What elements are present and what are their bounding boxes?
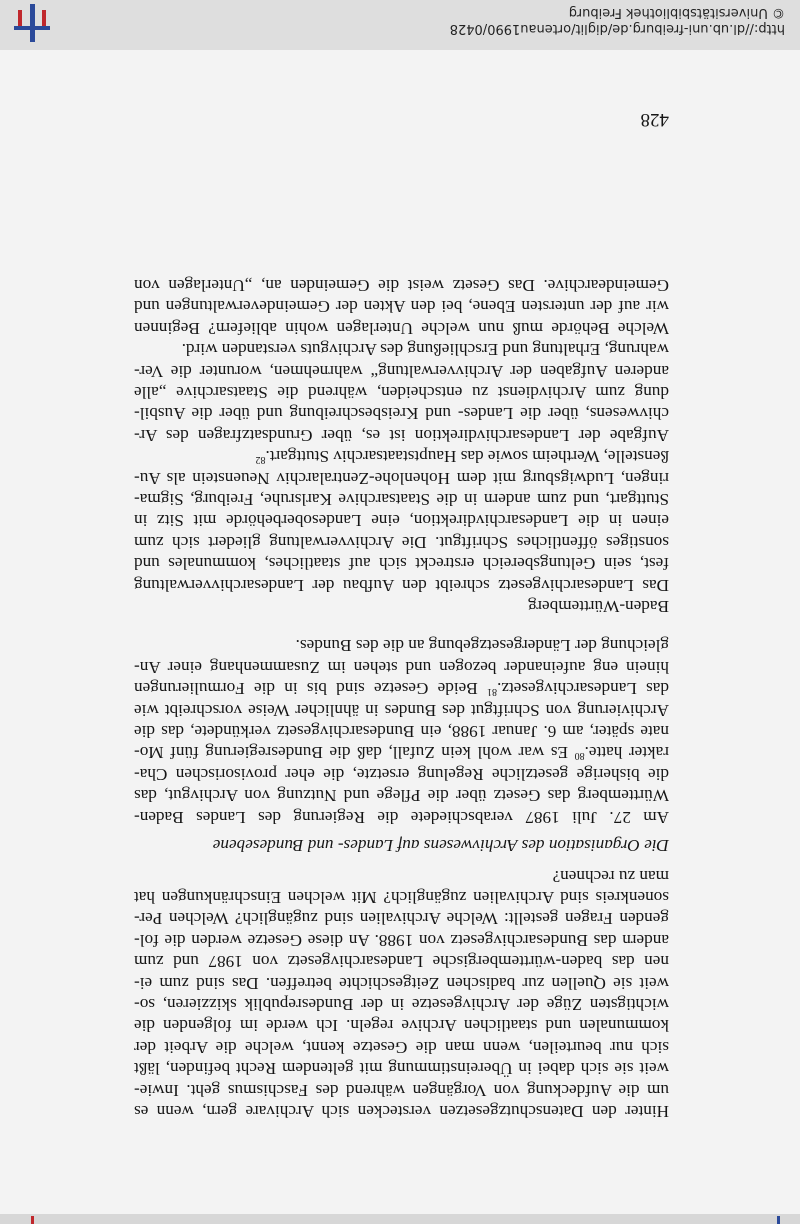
text-line: einen in die Landesarchivdirektion, eine Landesoberbehörde mit Sitz in [134, 511, 669, 531]
text-line: Das Landesarchivgesetz schreibt den Aufbau der Landesarchivverwaltung [134, 575, 669, 595]
text-segment: Es war wohl kein Zufall, daß die Bundesregierung fünf Mo- [134, 743, 575, 763]
section-heading: Die Organisation des Archivwesens auf Landes- und Bundesebene [212, 836, 669, 856]
organisation-paragraph [134, 635, 669, 828]
text-line [134, 678, 669, 699]
footnote-ref-80: 80 [574, 750, 585, 762]
text-line: weit sie Quellen zur badischen Zeitgeschichte betreffen. Das sind zum ei- [134, 973, 669, 993]
text-line [134, 446, 669, 467]
text-line: hinein eng aufeinander bezogen und stehen im Zusammenhang einer An- [134, 657, 669, 677]
text-line: fest, sein Geltungsbereich erstreckt sich auf staatliches, kommunales und [134, 554, 669, 574]
footer-text [105, 4, 785, 36]
text-line: Archivierung von Schriftgut des Bundes in ähnlicher Weise vorschreibt wie [134, 700, 669, 720]
text-line: dung zum Archivdienst zu entscheiden, während die Staatsarchive „alle [134, 383, 669, 402]
text-segment: ßenstelle, Wertheim sowie das Hauptstaatsarchiv Stuttgart. [265, 447, 669, 467]
text-line: wahrung, Erhaltung und Erschließung des Archivguts verstanden wird. [181, 340, 669, 360]
text-line: um die Aufdeckung von Vorgängen während des Faschismus geht. Inwie- [134, 1080, 669, 1100]
edge-mark [31, 1216, 34, 1224]
subsection-heading: Baden-Württemberg [528, 597, 669, 617]
text-line: Stuttgart, und zum andern in die Staatsarchive Karlsruhe, Freiburg, Sigma- [134, 490, 669, 510]
text-line: nen das baden-württembergische Landesarchivgesetz von 1987 und zum [134, 952, 669, 972]
text-line [134, 742, 669, 763]
source-url-link[interactable]: http://dl.ub.uni-freiburg.de/diglit/ortenau1990/0428 [449, 21, 785, 36]
text-line: genden Fragen gestellt: Welche Archivalien sind zugänglich? Welchen Per- [134, 909, 669, 929]
text-line: andern das Bundesarchivgesetz von 1988. An diese Gesetze werden die fol- [134, 930, 669, 950]
bw-paragraph-2 [134, 339, 669, 446]
text-line: man zu rechnen? [552, 866, 669, 886]
library-logo [10, 4, 54, 42]
text-line: nate später, am 6. Januar 1988, ein Bundesarchivgesetz verkündete, das die [134, 722, 669, 742]
footnote-ref-82: 82 [255, 454, 266, 466]
text-line: Württemberg das Gesetz über die Pflege und Nutzung von Archivgut, das [134, 786, 669, 806]
page-number: 428 [640, 109, 669, 130]
page-edge-strip [0, 1214, 800, 1224]
text-line: ringen, Ludwigsburg mit dem Hohenlohe-Zentralarchiv Neuenstein als Au- [134, 468, 669, 488]
footnote-ref-81: 81 [487, 686, 498, 698]
text-line: gleichung der Ländergesetzgebung an die des Bundes. [295, 636, 669, 656]
bw-paragraph-1 [134, 446, 669, 596]
bw-paragraph-3 [134, 275, 669, 339]
text-segment: Beide Gesetze sind bis in die Formulierungen [134, 679, 488, 699]
text-segment: das Landesarchivgesetz. [497, 679, 669, 699]
text-line: kommunalen und staatlichen Archive regeln. Ich werde im folgenden die [134, 1016, 669, 1036]
text-line: weit sie sich dabei in Übereinstimmung mit geltendem Recht befinden, läßt [134, 1059, 669, 1079]
text-line: Am 27. Juli 1987 verabschiedete die Regierung des Landes Baden- [134, 807, 669, 827]
body-text [134, 275, 669, 1122]
text-line: anderen Aufgaben der Archivverwaltung“ wahrnehmen, worunter die Ver- [134, 361, 669, 381]
text-line: chivwesens, über die Landes- und Kreisbeschreibung und über die Ausbil- [134, 404, 669, 424]
text-line: Gemeindearchive. Das Gesetz weist die Gemeinden an, „Unterlagen von [134, 275, 669, 295]
text-line: wichtigsten Züge der Archivgesetze in der Bundesrepublik skizzieren, so- [134, 994, 669, 1014]
text-line: wir auf der untersten Ebene, bei den Akten der Gemeindeverwaltungen und [134, 297, 669, 317]
text-line: sich nur beurteilen, wenn man die Gesetze kennt, welche die Arbeit der [134, 1037, 669, 1057]
text-line: die bisherige gesetzliche Regelung ersetzte, die eher provisorischen Cha- [134, 764, 669, 784]
footer-bar [0, 0, 800, 50]
edge-mark [777, 1216, 780, 1224]
text-line: sonenkreis sind Archivalien zugänglich? Mit welchen Einschränkungen hat [134, 887, 669, 907]
intro-paragraph [134, 865, 669, 1122]
copyright-notice: © Universitätsbibliothek Freiburg [568, 5, 785, 20]
text-line: sonstiges öffentliches Schriftgut. Die Archivverwaltung gliedert sich zum [134, 532, 669, 552]
text-line: Aufgabe der Landesarchivdirektion ist es, über Grundsatzfragen des Ar- [134, 425, 669, 445]
text-segment: rakter hatte. [584, 743, 669, 763]
text-line: Hinter den Datenschutzgesetzen verstecken sich Archivare gern, wenn es [134, 1102, 669, 1121]
text-line: Welche Behörde muß nun welche Unterlagen wohin abliefern? Beginnen [134, 318, 669, 338]
